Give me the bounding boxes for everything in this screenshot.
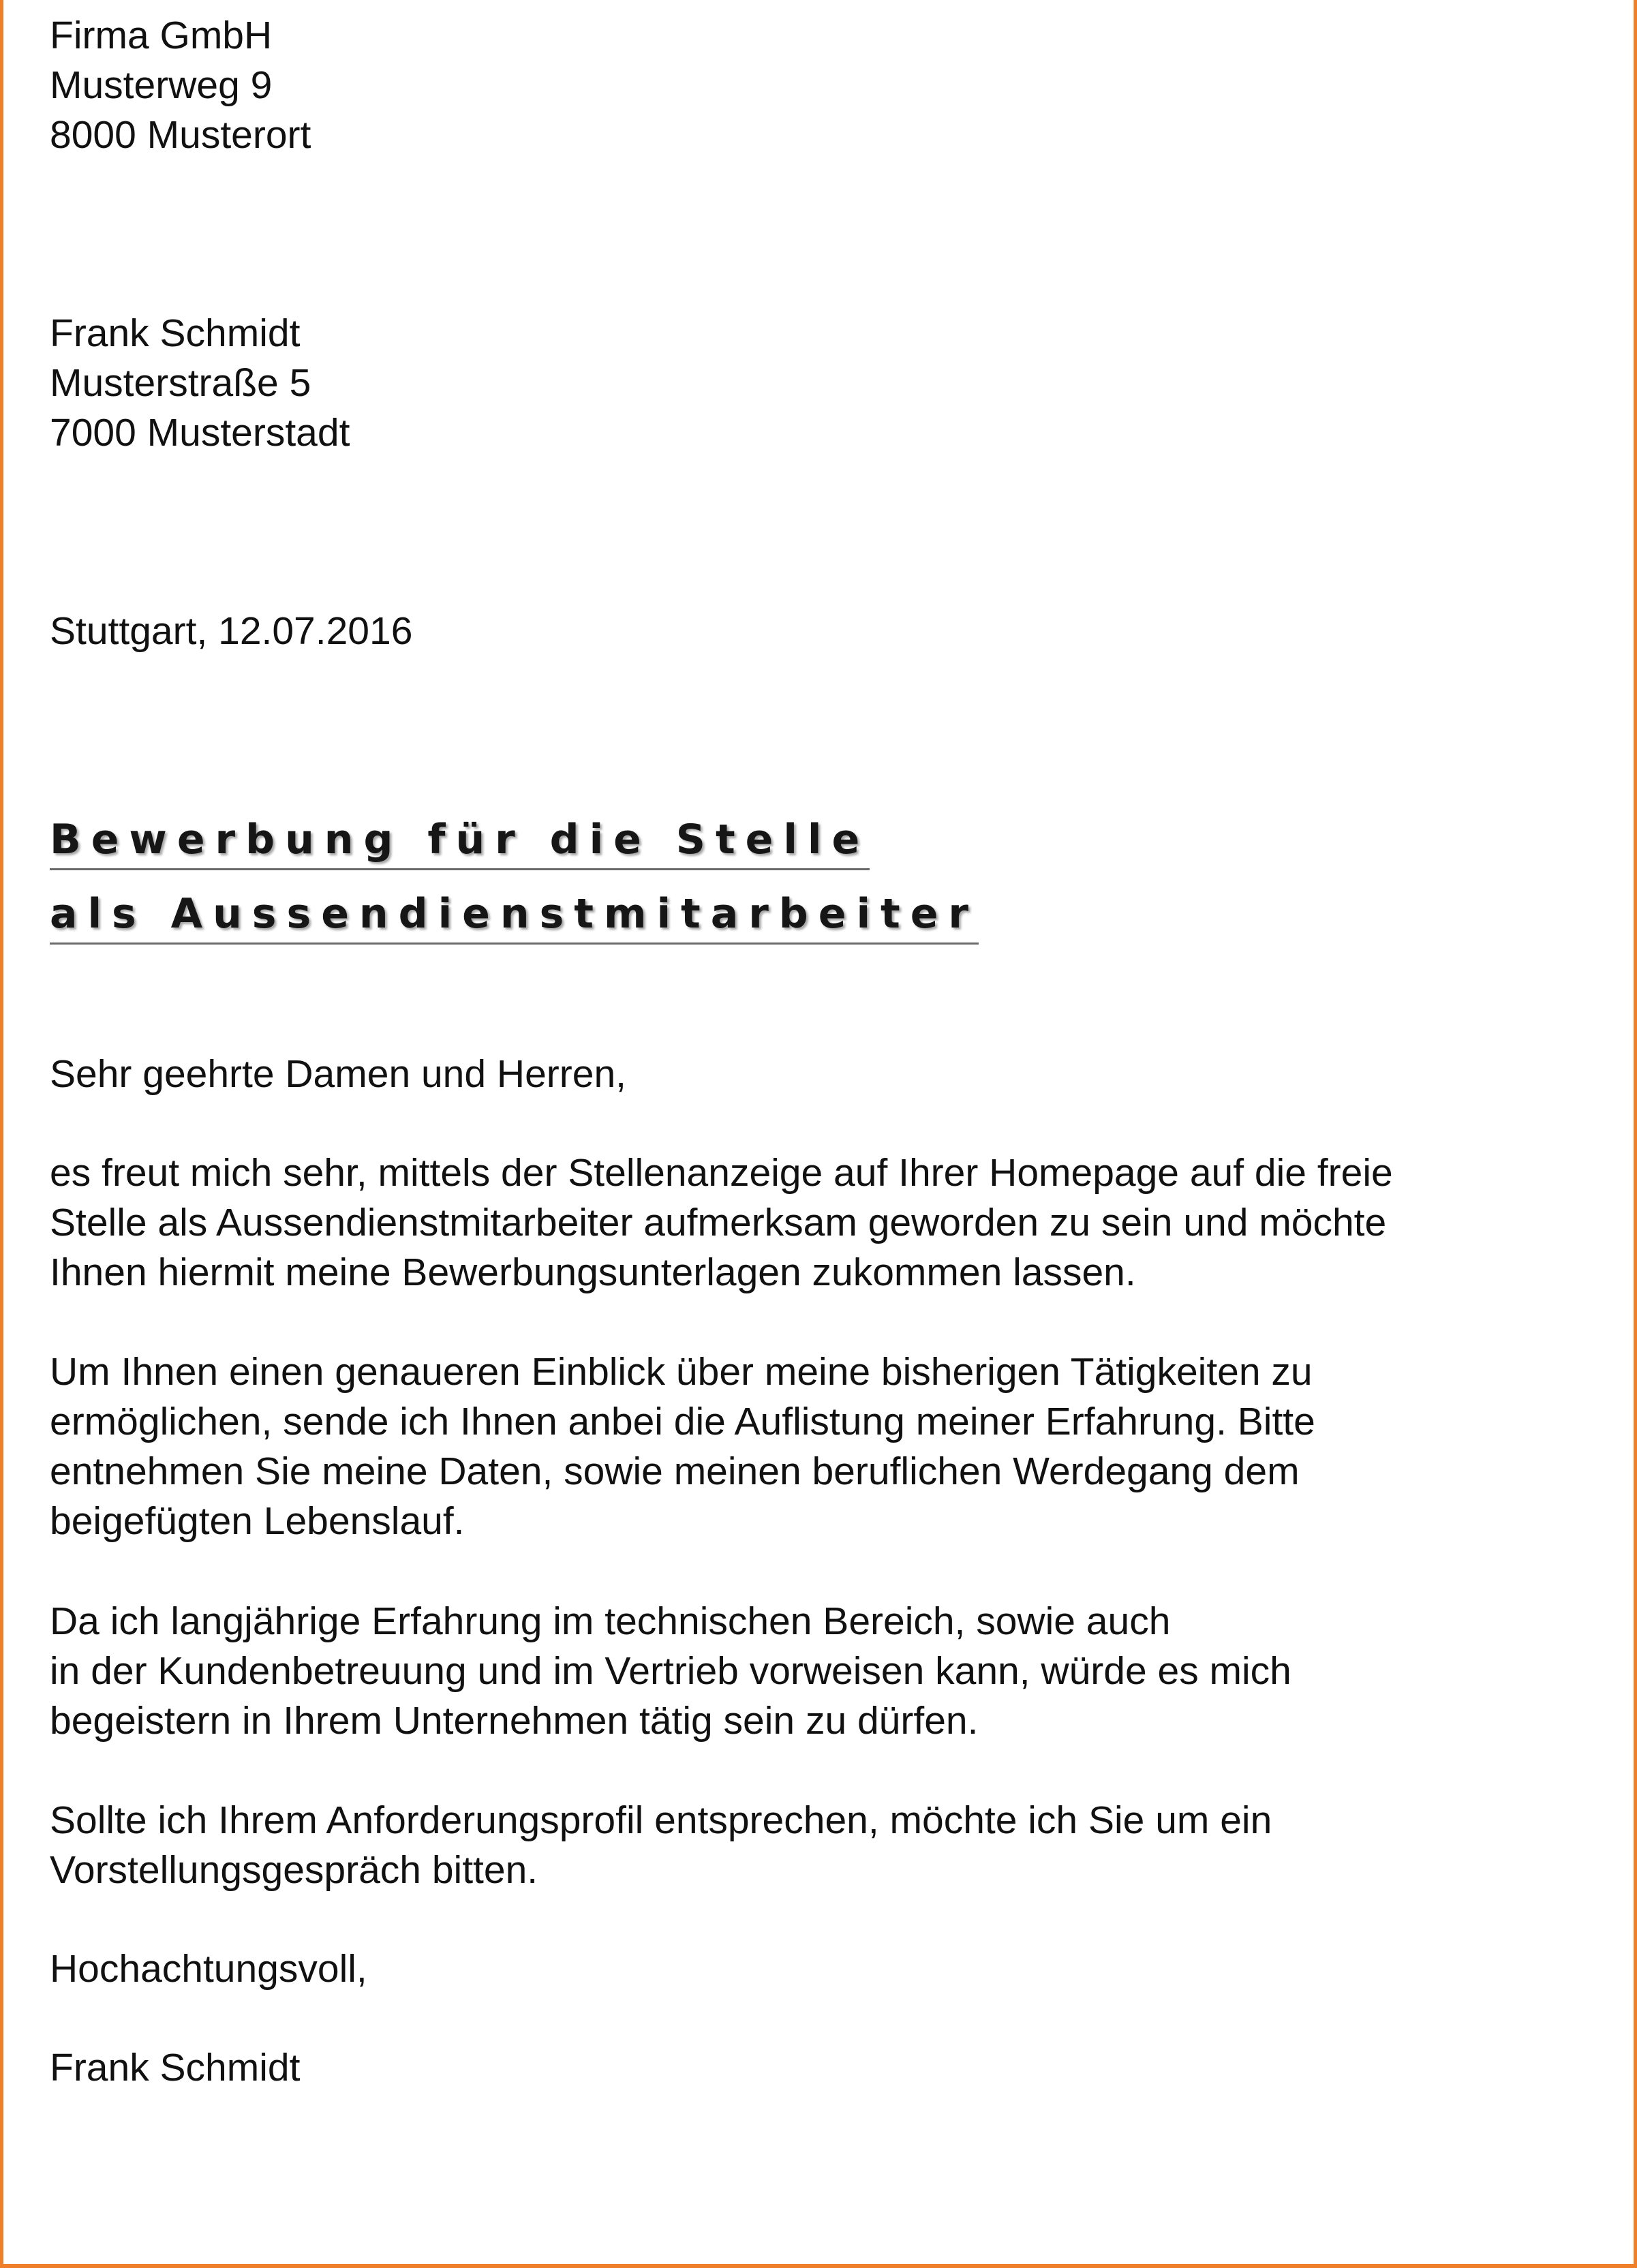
closing-phrase: Hochachtungsvoll, xyxy=(50,1947,367,1991)
subject-line-2: als Aussendienstmitarbeiter xyxy=(50,885,979,945)
paragraph-line: es freut mich sehr, mittels der Stellenanzeige auf Ihrer Homepage auf die freie xyxy=(50,1151,1393,1195)
subject-heading xyxy=(50,811,979,960)
paragraph-2 xyxy=(50,1347,1315,1546)
recipient-city: 7000 Musterstadt xyxy=(50,411,350,455)
sender-company: Firma GmbH xyxy=(50,14,273,57)
paragraph-line: Stelle als Aussendienstmitarbeiter aufmerksam geworden zu sein und möchte xyxy=(50,1201,1387,1244)
recipient-street: Musterstraße 5 xyxy=(50,361,311,405)
paragraph-line: Vorstellungsgespräch bitten. xyxy=(50,1848,538,1892)
sender-address xyxy=(50,11,311,160)
sender-city: 8000 Musterort xyxy=(50,113,311,157)
subject-line-1: Bewerbung für die Stelle xyxy=(50,811,870,870)
salutation: Sehr geehrte Damen und Herren, xyxy=(50,1052,626,1096)
paragraph-line: Da ich langjährige Erfahrung im technischen Bereich, sowie auch xyxy=(50,1599,1171,1643)
sender-street: Musterweg 9 xyxy=(50,63,273,107)
paragraph-line: beigefügten Lebenslauf. xyxy=(50,1499,465,1543)
recipient-name: Frank Schmidt xyxy=(50,311,301,355)
paragraph-1 xyxy=(50,1148,1393,1298)
paragraph-line: begeistern in Ihrem Unternehmen tätig sein zu dürfen. xyxy=(50,1699,979,1743)
signature-name: Frank Schmidt xyxy=(50,2046,301,2089)
paragraph-line: in der Kundenbetreuung und im Vertrieb vorweisen kann, würde es mich xyxy=(50,1649,1291,1693)
paragraph-line: Ihnen hiermit meine Bewerbungsunterlagen zukommen lassen. xyxy=(50,1251,1136,1294)
paragraph-line: Um Ihnen einen genaueren Einblick über meine bisherigen Tätigkeiten zu xyxy=(50,1350,1313,1394)
paragraph-line: entnehmen Sie meine Daten, sowie meinen beruflichen Werdegang dem xyxy=(50,1450,1300,1493)
recipient-address xyxy=(50,309,350,458)
place-and-date: Stuttgart, 12.07.2016 xyxy=(50,609,413,653)
paragraph-4 xyxy=(50,1796,1272,1895)
paragraph-line: ermöglichen, sende ich Ihnen anbei die Auflistung meiner Erfahrung. Bitte xyxy=(50,1400,1315,1443)
paragraph-line: Sollte ich Ihrem Anforderungsprofil entsprechen, möchte ich Sie um ein xyxy=(50,1798,1272,1842)
paragraph-3 xyxy=(50,1597,1291,1746)
